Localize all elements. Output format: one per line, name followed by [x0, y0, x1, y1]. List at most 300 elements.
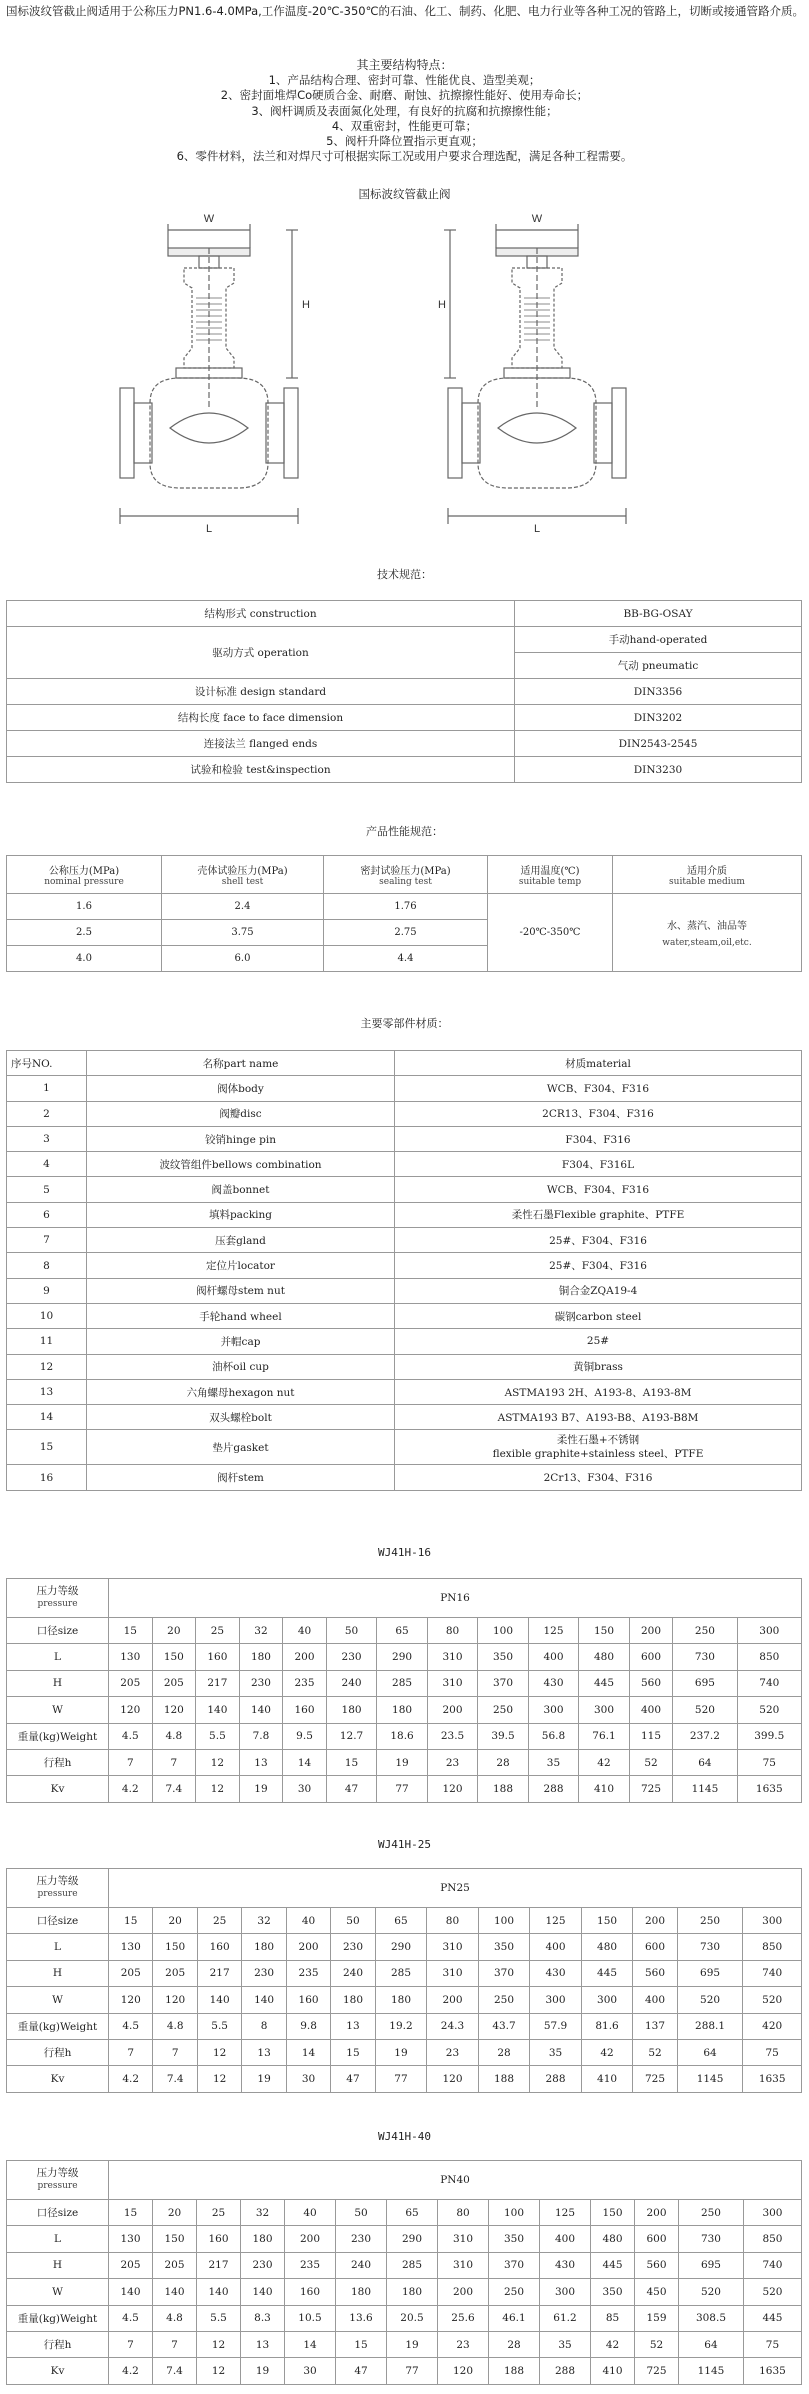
table-cell: 14 [285, 2331, 336, 2357]
table-cell: 160 [197, 2226, 241, 2252]
table-cell: 65 [377, 1618, 427, 1644]
table-cell: 850 [737, 1644, 801, 1670]
table-cell: 15 [331, 2039, 375, 2065]
table-cell: 7.4 [153, 2066, 197, 2092]
table-cell: 52 [635, 2331, 679, 2357]
table-cell: 12 [196, 1776, 240, 1802]
table-cell: 120 [427, 2066, 479, 2092]
table-row [7, 1177, 802, 1202]
dim-l-label: L [205, 523, 213, 535]
part-name: 并帽cap [87, 1329, 395, 1354]
table-row [7, 1303, 802, 1328]
table-cell: 1145 [673, 1776, 737, 1802]
table-cell: 400 [528, 1644, 578, 1670]
table-cell: 695 [673, 1670, 737, 1696]
table-cell: 230 [326, 1644, 376, 1670]
table-cell: 40 [286, 1908, 330, 1934]
table-cell: 180 [331, 1987, 375, 2013]
table-cell: 13 [242, 2039, 286, 2065]
table-cell: 120 [109, 1987, 153, 2013]
material: 黄铜brass [395, 1354, 802, 1379]
row-number: 5 [7, 1177, 87, 1202]
table-cell: 180 [375, 1987, 427, 2013]
table-cell: 25.6 [438, 2305, 489, 2331]
table-cell: 445 [591, 2252, 635, 2278]
table-cell: 150 [153, 1934, 197, 1960]
table-cell: 250 [478, 1697, 528, 1723]
table-cell: 445 [743, 2305, 801, 2331]
table-cell: 180 [336, 2279, 387, 2305]
table-cell: 7.4 [152, 1776, 196, 1802]
materials-table [6, 1050, 802, 1491]
table-cell: 120 [438, 2358, 489, 2384]
table-row [7, 894, 802, 920]
table-cell: 10.5 [285, 2305, 336, 2331]
table-cell: 12 [197, 2066, 241, 2092]
table-row [7, 1776, 802, 1802]
perf-cell: 4.4 [324, 946, 488, 972]
table-cell: 28 [478, 1749, 528, 1775]
table-cell: 7 [109, 1749, 153, 1775]
table-row [7, 1405, 802, 1430]
spec-table-pn16 [6, 1578, 802, 1803]
feature-item: 2、密封面堆焊Co硬质合金、耐磨、耐蚀、抗擦擦性能好、使用寿命长； [220, 88, 589, 103]
table-cell: 52 [633, 2039, 677, 2065]
table-cell: 240 [326, 1670, 376, 1696]
table-cell: 57.9 [530, 2013, 582, 2039]
part-name: 六角螺母hexagon nut [87, 1379, 395, 1404]
table-cell: 65 [387, 2200, 438, 2226]
table-cell: 8.3 [241, 2305, 285, 2331]
table-cell: 19 [375, 2039, 427, 2065]
table-cell: 23 [427, 2039, 479, 2065]
table-cell: 560 [635, 2252, 679, 2278]
table-cell: 310 [427, 1644, 477, 1670]
table-cell: 250 [673, 1618, 737, 1644]
table-cell: 180 [377, 1697, 427, 1723]
table-header-row [7, 1869, 802, 1908]
table-cell: 50 [326, 1618, 376, 1644]
table-cell: 4.8 [153, 2013, 197, 2039]
table-cell: 200 [438, 2279, 489, 2305]
table-cell: 350 [478, 1934, 530, 1960]
tech-value: DIN3356 [515, 679, 802, 705]
row-number: 4 [7, 1152, 87, 1177]
table-cell: 23.5 [427, 1723, 477, 1749]
table-cell: 75 [743, 2331, 801, 2357]
table-cell: 230 [239, 1670, 283, 1696]
table-cell: 600 [633, 1934, 677, 1960]
table-cell: 7.8 [239, 1723, 283, 1749]
table-cell: 76.1 [579, 1723, 629, 1749]
table-cell: 85 [591, 2305, 635, 2331]
material: 25#、F304、F316 [395, 1228, 802, 1253]
feature-item: 4、双重密封，性能更可靠； [331, 118, 478, 133]
table-cell: 160 [286, 1987, 330, 2013]
table-cell: 450 [635, 2279, 679, 2305]
table-cell: 7 [109, 2039, 153, 2065]
table-cell: 125 [530, 1908, 582, 1934]
table-cell: 64 [673, 1749, 737, 1775]
table-cell: 23 [427, 1749, 477, 1775]
table-cell: 15 [109, 1908, 153, 1934]
table-cell: 120 [427, 1776, 477, 1802]
table-cell: 350 [478, 1644, 528, 1670]
table-cell: 1145 [679, 2358, 744, 2384]
table-row [7, 1228, 802, 1253]
row-label: 行程h [7, 2331, 109, 2357]
table-cell: 350 [489, 2226, 540, 2252]
row-label: 重量(kg)Weight [7, 2013, 109, 2039]
table-cell: 100 [489, 2200, 540, 2226]
table-cell: 370 [478, 1670, 528, 1696]
table-cell: 310 [438, 2252, 489, 2278]
table-cell: 235 [286, 1960, 330, 1986]
row-label: Kv [7, 2358, 109, 2384]
table-row [7, 1329, 802, 1354]
perf-cell: 2.4 [162, 894, 324, 920]
table-cell: 120 [152, 1697, 196, 1723]
material: WCB、F304、F316 [395, 1177, 802, 1202]
table-cell: 32 [242, 1908, 286, 1934]
table-cell: 40 [285, 2200, 336, 2226]
table-cell: 77 [375, 2066, 427, 2092]
features-title: 其主要结构特点： [356, 58, 453, 72]
table-cell: 217 [197, 1960, 241, 1986]
table-cell: 30 [285, 2358, 336, 2384]
table-cell: 288.1 [677, 2013, 743, 2039]
table-cell: 30 [286, 2066, 330, 2092]
table-cell: 205 [152, 1670, 196, 1696]
table-row [7, 1723, 802, 1749]
table-cell: 520 [737, 1697, 801, 1723]
table-cell: 12 [197, 2331, 241, 2357]
table-cell: 285 [387, 2252, 438, 2278]
table-row [7, 757, 802, 783]
row-number: 3 [7, 1126, 87, 1151]
table-cell: 370 [478, 1960, 530, 1986]
table-cell: 400 [530, 1934, 582, 1960]
materials-title: 主要零部件材质： [360, 1017, 449, 1030]
perf-cell: 6.0 [162, 946, 324, 972]
table-cell: 1635 [743, 2358, 801, 2384]
table-cell: 7.4 [153, 2358, 197, 2384]
perf-cell: 2.75 [324, 920, 488, 946]
table-cell: 180 [241, 2226, 285, 2252]
tech-title: 技术规范： [377, 568, 432, 581]
table-cell: 20 [153, 2200, 197, 2226]
table-cell: 160 [196, 1644, 240, 1670]
table-cell: 28 [478, 2039, 530, 2065]
table-cell: 130 [109, 2226, 153, 2252]
table-cell: 288 [528, 1776, 578, 1802]
valve-drawing-right [438, 208, 638, 538]
table-cell: 19 [377, 1749, 427, 1775]
table-cell: 300 [581, 1987, 633, 2013]
table-cell: 4.8 [152, 1723, 196, 1749]
table-cell: 250 [679, 2200, 744, 2226]
tech-value: 手动hand-operated [515, 627, 802, 653]
table-cell: 137 [633, 2013, 677, 2039]
table-cell: 520 [679, 2279, 744, 2305]
table-header-row [7, 856, 802, 894]
table-cell: 520 [743, 2279, 801, 2305]
table-cell: 230 [336, 2226, 387, 2252]
table-cell: 188 [478, 1776, 528, 1802]
table-row [7, 1908, 802, 1934]
table-cell: 230 [242, 1960, 286, 1986]
table-cell: 140 [239, 1697, 283, 1723]
table-cell: 310 [438, 2226, 489, 2252]
table-cell: 235 [283, 1670, 327, 1696]
spec-title: WJ41H-16 [378, 1546, 431, 1559]
table-row [7, 601, 802, 627]
table-cell: 75 [743, 2039, 802, 2065]
perf-cell: 1.76 [324, 894, 488, 920]
table-cell: 240 [331, 1960, 375, 1986]
table-cell: 7 [153, 2039, 197, 2065]
table-cell: 130 [109, 1644, 153, 1670]
table-cell: 188 [478, 2066, 530, 2092]
table-cell: 56.8 [528, 1723, 578, 1749]
table-row [7, 1430, 802, 1465]
table-cell: 205 [109, 1670, 153, 1696]
table-cell: 290 [387, 2226, 438, 2252]
table-cell: 695 [677, 1960, 743, 1986]
tech-value: DIN3202 [515, 705, 802, 731]
part-name: 垫片gasket [87, 1430, 395, 1465]
tech-value: BB-BG-OSAY [515, 601, 802, 627]
part-name: 压套gland [87, 1228, 395, 1253]
table-cell: 120 [153, 1987, 197, 2013]
row-label: 重量(kg)Weight [7, 2305, 109, 2331]
perf-header: 适用介质 suitable medium [613, 856, 802, 894]
table-cell: 188 [489, 2358, 540, 2384]
pressure-nominal: PN40 [109, 2161, 802, 2200]
table-row [7, 2331, 802, 2357]
col-header: 序号NO. [7, 1051, 87, 1076]
table-cell: 300 [737, 1618, 801, 1644]
table-cell: 240 [336, 2252, 387, 2278]
table-cell: 24.3 [427, 2013, 479, 2039]
row-number: 15 [7, 1430, 87, 1465]
row-label: W [7, 1697, 109, 1723]
table-cell: 19 [242, 2066, 286, 2092]
table-cell: 288 [530, 2066, 582, 2092]
table-cell: 20 [152, 1618, 196, 1644]
table-cell: 150 [579, 1618, 629, 1644]
table-cell: 180 [326, 1697, 376, 1723]
table-cell: 200 [285, 2226, 336, 2252]
table-row [7, 2279, 802, 2305]
table-cell: 5.5 [196, 1723, 240, 1749]
row-label: 口径size [7, 1618, 109, 1644]
table-cell: 100 [478, 1618, 528, 1644]
row-number: 1 [7, 1076, 87, 1101]
table-cell: 4.5 [109, 2305, 153, 2331]
table-cell: 740 [737, 1670, 801, 1696]
table-cell: 15 [109, 2200, 153, 2226]
spec-title: WJ41H-40 [378, 2130, 431, 2143]
spec-title: WJ41H-25 [378, 1838, 431, 1851]
table-cell: 520 [743, 1987, 802, 2013]
table-cell: 180 [242, 1934, 286, 1960]
table-cell: 430 [540, 2252, 591, 2278]
table-cell: 180 [239, 1644, 283, 1670]
table-cell: 140 [197, 2279, 241, 2305]
table-cell: 47 [326, 1776, 376, 1802]
tech-label: 结构形式 construction [7, 601, 515, 627]
part-name: 阀盖bonnet [87, 1177, 395, 1202]
table-cell: 445 [579, 1670, 629, 1696]
table-cell: 46.1 [489, 2305, 540, 2331]
table-cell: 480 [591, 2226, 635, 2252]
table-cell: 725 [633, 2066, 677, 2092]
table-cell: 150 [581, 1908, 633, 1934]
table-cell: 80 [427, 1908, 479, 1934]
tech-label: 驱动方式 operation [7, 627, 515, 679]
part-name: 手轮hand wheel [87, 1303, 395, 1328]
table-cell: 410 [581, 2066, 633, 2092]
table-cell: 75 [737, 1749, 801, 1775]
perf-cell: 2.5 [7, 920, 162, 946]
table-cell: 1635 [743, 2066, 802, 2092]
table-cell: 200 [427, 1987, 479, 2013]
table-cell: 65 [375, 1908, 427, 1934]
figure-title: 国标波纹管截止阀 [358, 187, 451, 201]
dim-w-label: W [203, 213, 215, 225]
feature-item: 6、零件材料，法兰和对焊尺寸可根据实际工况或用户要求合理选配，满足各种工程需要。 [176, 149, 633, 164]
table-cell: 430 [528, 1670, 578, 1696]
material: 柔性石墨Flexible graphite、PTFE [395, 1202, 802, 1227]
table-cell: 725 [629, 1776, 673, 1802]
tech-label: 设计标准 design standard [7, 679, 515, 705]
row-label: 口径size [7, 1908, 109, 1934]
material: 2CR13、F304、F316 [395, 1101, 802, 1126]
dim-h-label: H [438, 299, 446, 311]
table-cell: 43.7 [478, 2013, 530, 2039]
table-cell: 200 [635, 2200, 679, 2226]
row-number: 6 [7, 1202, 87, 1227]
table-cell: 300 [743, 1908, 802, 1934]
table-cell: 230 [331, 1934, 375, 1960]
table-cell: 445 [581, 1960, 633, 1986]
row-label: L [7, 2226, 109, 2252]
table-cell: 600 [629, 1644, 673, 1670]
table-cell: 14 [286, 2039, 330, 2065]
table-cell: 250 [478, 1987, 530, 2013]
table-cell: 1145 [677, 2066, 743, 2092]
table-cell: 30 [283, 1776, 327, 1802]
row-label: 行程h [7, 1749, 109, 1775]
part-name: 双头螺栓bolt [87, 1405, 395, 1430]
table-cell: 250 [677, 1908, 743, 1934]
table-cell: 25 [197, 1908, 241, 1934]
table-cell: 205 [109, 1960, 153, 1986]
table-cell: 20.5 [387, 2305, 438, 2331]
table-cell: 200 [286, 1934, 330, 1960]
row-label: L [7, 1934, 109, 1960]
part-name: 阀杆螺母stem nut [87, 1278, 395, 1303]
table-cell: 300 [540, 2279, 591, 2305]
table-cell: 25 [196, 1618, 240, 1644]
table-cell: 288 [540, 2358, 591, 2384]
table-cell: 237.2 [673, 1723, 737, 1749]
table-cell: 600 [635, 2226, 679, 2252]
table-cell: 740 [743, 2252, 801, 2278]
row-number: 7 [7, 1228, 87, 1253]
perf-table [6, 855, 802, 972]
table-cell: 560 [633, 1960, 677, 1986]
table-cell: 120 [109, 1697, 153, 1723]
row-label: H [7, 1670, 109, 1696]
material: ASTMA193 B7、A193-B8、A193-B8M [395, 1405, 802, 1430]
row-number: 12 [7, 1354, 87, 1379]
table-cell: 5.5 [197, 2013, 241, 2039]
table-row [7, 2252, 802, 2278]
table-cell: 150 [152, 1644, 196, 1670]
row-label: 口径size [7, 2200, 109, 2226]
table-row [7, 679, 802, 705]
table-cell: 25 [197, 2200, 241, 2226]
table-cell: 205 [153, 1960, 197, 1986]
tech-label: 试验和检验 test&inspection [7, 757, 515, 783]
table-cell: 52 [629, 1749, 673, 1775]
table-cell: 140 [153, 2279, 197, 2305]
table-cell: 150 [153, 2226, 197, 2252]
material: WCB、F304、F316 [395, 1076, 802, 1101]
row-number: 8 [7, 1253, 87, 1278]
table-cell: 370 [489, 2252, 540, 2278]
table-cell: 19 [239, 1776, 283, 1802]
table-cell: 230 [241, 2252, 285, 2278]
table-row [7, 2358, 802, 2384]
table-cell: 730 [677, 1934, 743, 1960]
table-cell: 4.5 [109, 2013, 153, 2039]
table-cell: 308.5 [679, 2305, 744, 2331]
table-cell: 61.2 [540, 2305, 591, 2331]
table-cell: 140 [109, 2279, 153, 2305]
table-row [7, 1749, 802, 1775]
table-cell: 39.5 [478, 1723, 528, 1749]
table-cell: 400 [633, 1987, 677, 2013]
table-cell: 9.5 [283, 1723, 327, 1749]
part-name: 波纹管组件bellows combination [87, 1152, 395, 1177]
table-cell: 42 [579, 1749, 629, 1775]
table-header-row [7, 1579, 802, 1618]
table-row [7, 1644, 802, 1670]
pressure-class-label: 压力等级 pressure [7, 1579, 109, 1618]
feature-item: 1、产品结构合理、密封可靠、性能优良、造型美观； [268, 73, 541, 88]
row-number: 16 [7, 1465, 87, 1490]
table-cell: 12 [197, 2358, 241, 2384]
row-label: L [7, 1644, 109, 1670]
row-number: 13 [7, 1379, 87, 1404]
table-cell: 4.2 [109, 1776, 153, 1802]
spec-table-pn25 [6, 1868, 802, 2093]
table-cell: 19 [241, 2358, 285, 2384]
table-cell: 8 [242, 2013, 286, 2039]
row-label: 重量(kg)Weight [7, 1723, 109, 1749]
table-cell: 150 [591, 2200, 635, 2226]
table-row [7, 2039, 802, 2065]
table-cell: 400 [629, 1697, 673, 1723]
perf-cell: 1.6 [7, 894, 162, 920]
table-cell: 200 [283, 1644, 327, 1670]
table-row [7, 1379, 802, 1404]
table-row [7, 2226, 802, 2252]
col-header: 名称part name [87, 1051, 395, 1076]
